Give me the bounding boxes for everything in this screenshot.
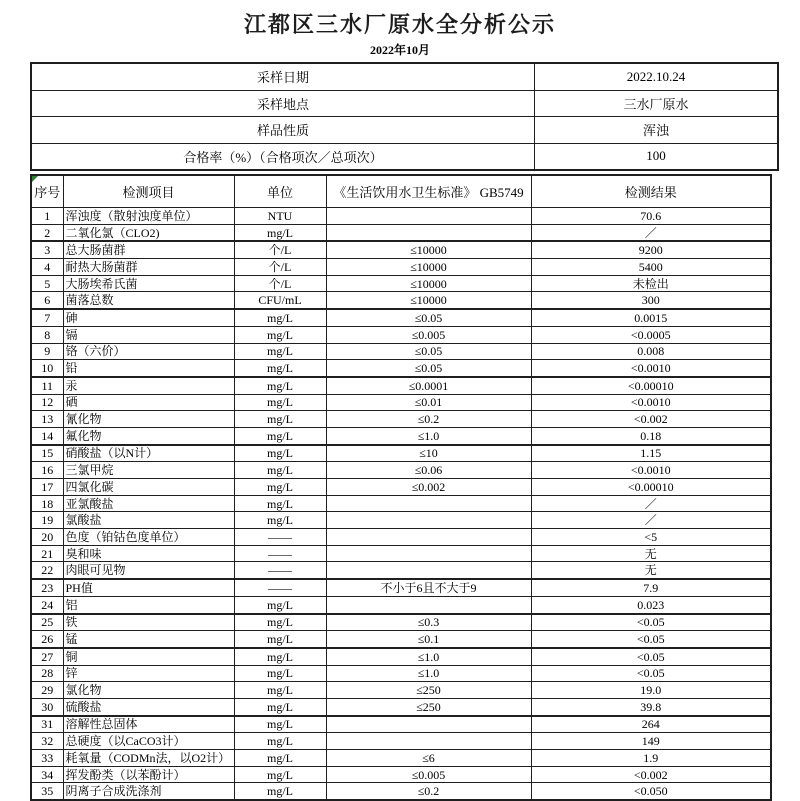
cell-result: <0.0010	[531, 394, 771, 411]
cell-row-number: 2	[31, 224, 63, 241]
table-row	[31, 377, 771, 394]
cell-standard-limit: ≤0.05	[326, 343, 531, 360]
cell-unit: mg/L	[234, 783, 326, 800]
cell-unit: mg/L	[234, 716, 326, 733]
cell-row-number: 19	[31, 512, 63, 529]
table-row	[31, 411, 771, 428]
cell-test-item: 总大肠菌群	[63, 241, 234, 258]
cell-result: <0.0010	[531, 360, 771, 377]
cell-unit: mg/L	[234, 377, 326, 394]
cell-unit: mg/L	[234, 495, 326, 512]
cell-standard-limit: ≤0.005	[326, 326, 531, 343]
cell-unit: mg/L	[234, 733, 326, 750]
cell-unit: mg/L	[234, 648, 326, 665]
column-header	[326, 175, 531, 208]
cell-standard-limit	[326, 545, 531, 562]
cell-result: <0.05	[531, 665, 771, 682]
document-page	[0, 8, 800, 799]
cell-standard-limit: ≤10	[326, 445, 531, 462]
cell-standard-limit: ≤0.06	[326, 462, 531, 479]
cell-unit: NTU	[234, 208, 326, 225]
cell-unit: mg/L	[234, 631, 326, 648]
cell-standard-limit: ≤250	[326, 682, 531, 699]
table-row	[31, 292, 771, 309]
cell-row-number: 7	[31, 309, 63, 326]
cell-row-number: 25	[31, 614, 63, 631]
cell-test-item: 臭和味	[63, 545, 234, 562]
cell-unit: ——	[234, 562, 326, 579]
column-header	[234, 175, 326, 208]
cell-test-item: 大肠埃希氏菌	[63, 275, 234, 292]
cell-row-number: 26	[31, 631, 63, 648]
cell-test-item: 菌落总数	[63, 292, 234, 309]
cell-standard-limit: ≤10000	[326, 241, 531, 258]
table-row	[31, 783, 771, 800]
cell-result: 19.0	[531, 682, 771, 699]
cell-test-item: 铁	[63, 614, 234, 631]
cell-test-item: 锌	[63, 665, 234, 682]
column-header	[531, 175, 771, 208]
info-row	[31, 117, 778, 144]
cell-standard-limit: ≤0.0001	[326, 377, 531, 394]
info-row-value: 浑浊	[535, 117, 779, 144]
cell-test-item: 三氯甲烷	[63, 462, 234, 479]
cell-standard-limit	[326, 529, 531, 546]
cell-result: ／	[531, 224, 771, 241]
sample-info-table	[30, 62, 779, 171]
cell-row-number: 33	[31, 750, 63, 767]
info-row	[31, 90, 778, 117]
table-row	[31, 208, 771, 225]
cell-row-number: 29	[31, 682, 63, 699]
table-row	[31, 394, 771, 411]
cell-result: 300	[531, 292, 771, 309]
cell-test-item: 汞	[63, 377, 234, 394]
cell-row-number: 35	[31, 783, 63, 800]
cell-standard-limit: ≤0.01	[326, 394, 531, 411]
table-row	[31, 479, 771, 496]
table-row	[31, 614, 771, 631]
cell-row-number: 1	[31, 208, 63, 225]
cell-row-number: 27	[31, 648, 63, 665]
cell-unit: 个/L	[234, 259, 326, 276]
cell-test-item: 挥发酚类（以苯酚计）	[63, 766, 234, 783]
info-row-value: 三水厂原水	[535, 90, 779, 117]
cell-row-number: 5	[31, 275, 63, 292]
cell-test-item: 亚氯酸盐	[63, 495, 234, 512]
table-row	[31, 698, 771, 715]
cell-unit: 个/L	[234, 241, 326, 258]
excel-error-flag-icon	[32, 176, 38, 182]
table-row	[31, 326, 771, 343]
cell-standard-limit: ≤250	[326, 698, 531, 715]
cell-test-item: 四氯化碳	[63, 479, 234, 496]
cell-standard-limit	[326, 495, 531, 512]
cell-standard-limit: ≤0.05	[326, 309, 531, 326]
table-row	[31, 224, 771, 241]
info-row	[31, 63, 778, 90]
cell-result: 无	[531, 562, 771, 579]
table-row	[31, 495, 771, 512]
table-row	[31, 631, 771, 648]
cell-standard-limit	[326, 512, 531, 529]
cell-result: 264	[531, 716, 771, 733]
cell-result: 未检出	[531, 275, 771, 292]
report-month: 2022年10月	[369, 43, 430, 57]
column-header-label: 《生活饮用水卫生标准》 GB5749	[333, 185, 524, 200]
cell-standard-limit: ≤10000	[326, 259, 531, 276]
cell-test-item: 阴离子合成洗涤剂	[63, 783, 234, 800]
cell-unit: mg/L	[234, 445, 326, 462]
table-row	[31, 562, 771, 579]
cell-test-item: 硝酸盐（以N计）	[63, 445, 234, 462]
table-row	[31, 275, 771, 292]
results-header-row	[31, 175, 771, 208]
cell-test-item: 铝	[63, 596, 234, 613]
cell-unit: 个/L	[234, 275, 326, 292]
info-row-label: 采样日期	[31, 63, 535, 90]
cell-test-item: 镉	[63, 326, 234, 343]
cell-result: ／	[531, 495, 771, 512]
cell-standard-limit	[326, 596, 531, 613]
column-header	[63, 175, 234, 208]
column-header-label: 序号	[34, 185, 61, 200]
cell-row-number: 13	[31, 411, 63, 428]
cell-unit: mg/L	[234, 766, 326, 783]
table-row	[31, 462, 771, 479]
cell-unit: mg/L	[234, 427, 326, 444]
info-row	[31, 143, 778, 170]
table-row	[31, 309, 771, 326]
cell-result: 5400	[531, 259, 771, 276]
info-row-label: 采样地点	[31, 90, 535, 117]
column-header-label: 检测结果	[624, 185, 677, 200]
cell-row-number: 22	[31, 562, 63, 579]
cell-standard-limit: ≤0.05	[326, 360, 531, 377]
table-row	[31, 360, 771, 377]
cell-result: 0.023	[531, 596, 771, 613]
cell-test-item: 溶解性总固体	[63, 716, 234, 733]
results-table	[30, 174, 772, 801]
table-row	[31, 343, 771, 360]
cell-test-item: 铅	[63, 360, 234, 377]
cell-unit: mg/L	[234, 614, 326, 631]
cell-result: 70.6	[531, 208, 771, 225]
info-row-label: 样品性质	[31, 117, 535, 144]
cell-standard-limit: ≤0.002	[326, 479, 531, 496]
cell-unit: mg/L	[234, 698, 326, 715]
table-row	[31, 241, 771, 258]
cell-result: <0.00010	[531, 377, 771, 394]
cell-unit: mg/L	[234, 596, 326, 613]
cell-unit: mg/L	[234, 343, 326, 360]
cell-standard-limit: 不小于6且不大于9	[326, 579, 531, 596]
cell-standard-limit: ≤0.2	[326, 783, 531, 800]
cell-result: 0.0015	[531, 309, 771, 326]
page-title: 江都区三水厂原水全分析公示	[243, 12, 556, 37]
table-row	[31, 682, 771, 699]
cell-test-item: 耐热大肠菌群	[63, 259, 234, 276]
cell-standard-limit: ≤1.0	[326, 665, 531, 682]
table-row	[31, 665, 771, 682]
cell-standard-limit: ≤1.0	[326, 427, 531, 444]
cell-result: 149	[531, 733, 771, 750]
cell-test-item: PH值	[63, 579, 234, 596]
cell-unit: mg/L	[234, 224, 326, 241]
table-row	[31, 750, 771, 767]
cell-row-number: 30	[31, 698, 63, 715]
cell-test-item: 锰	[63, 631, 234, 648]
cell-result: ／	[531, 512, 771, 529]
cell-standard-limit	[326, 562, 531, 579]
info-row-label: 合格率（%）（合格项次／总项次）	[31, 143, 535, 170]
cell-test-item: 色度（铂钴色度单位）	[63, 529, 234, 546]
cell-test-item: 硒	[63, 394, 234, 411]
cell-standard-limit	[326, 224, 531, 241]
cell-unit: ——	[234, 529, 326, 546]
cell-row-number: 15	[31, 445, 63, 462]
cell-standard-limit: ≤6	[326, 750, 531, 767]
cell-unit: mg/L	[234, 360, 326, 377]
cell-unit: ——	[234, 545, 326, 562]
table-row	[31, 529, 771, 546]
table-row	[31, 733, 771, 750]
cell-row-number: 3	[31, 241, 63, 258]
table-row	[31, 648, 771, 665]
cell-row-number: 10	[31, 360, 63, 377]
cell-unit: mg/L	[234, 411, 326, 428]
table-row	[31, 545, 771, 562]
table-row	[31, 427, 771, 444]
cell-result: <0.0005	[531, 326, 771, 343]
cell-unit: ——	[234, 579, 326, 596]
cell-unit: mg/L	[234, 394, 326, 411]
cell-test-item: 氯酸盐	[63, 512, 234, 529]
cell-test-item: 砷	[63, 309, 234, 326]
cell-unit: mg/L	[234, 512, 326, 529]
cell-result: 39.8	[531, 698, 771, 715]
info-row-value: 100	[535, 143, 779, 170]
cell-row-number: 17	[31, 479, 63, 496]
cell-row-number: 14	[31, 427, 63, 444]
table-row	[31, 766, 771, 783]
table-row	[31, 596, 771, 613]
cell-test-item: 铜	[63, 648, 234, 665]
cell-test-item: 肉眼可见物	[63, 562, 234, 579]
cell-standard-limit	[326, 208, 531, 225]
cell-standard-limit: ≤0.2	[326, 411, 531, 428]
cell-standard-limit	[326, 733, 531, 750]
cell-unit: mg/L	[234, 665, 326, 682]
cell-row-number: 20	[31, 529, 63, 546]
cell-result: <0.002	[531, 411, 771, 428]
cell-result: <0.00010	[531, 479, 771, 496]
cell-result: <0.0010	[531, 462, 771, 479]
cell-row-number: 11	[31, 377, 63, 394]
cell-unit: mg/L	[234, 326, 326, 343]
cell-row-number: 32	[31, 733, 63, 750]
cell-standard-limit: ≤10000	[326, 275, 531, 292]
cell-result: <0.05	[531, 631, 771, 648]
cell-row-number: 18	[31, 495, 63, 512]
cell-result: 1.15	[531, 445, 771, 462]
cell-row-number: 21	[31, 545, 63, 562]
cell-result: <0.05	[531, 614, 771, 631]
cell-unit: mg/L	[234, 309, 326, 326]
cell-standard-limit	[326, 716, 531, 733]
table-row	[31, 445, 771, 462]
column-header-label: 检测项目	[122, 185, 175, 200]
cell-row-number: 24	[31, 596, 63, 613]
table-row	[31, 259, 771, 276]
info-row-value: 2022.10.24	[535, 63, 779, 90]
cell-row-number: 23	[31, 579, 63, 596]
column-header	[31, 175, 63, 208]
cell-test-item: 氟化物	[63, 427, 234, 444]
cell-row-number: 6	[31, 292, 63, 309]
cell-standard-limit: ≤0.1	[326, 631, 531, 648]
cell-test-item: 耗氧量（CODMn法，以O2计）	[63, 750, 234, 767]
table-row	[31, 512, 771, 529]
cell-unit: CFU/mL	[234, 292, 326, 309]
cell-test-item: 氰化物	[63, 411, 234, 428]
cell-unit: mg/L	[234, 750, 326, 767]
cell-row-number: 34	[31, 766, 63, 783]
cell-result: 0.18	[531, 427, 771, 444]
cell-result: 9200	[531, 241, 771, 258]
cell-row-number: 8	[31, 326, 63, 343]
cell-test-item: 硫酸盐	[63, 698, 234, 715]
cell-result: <0.05	[531, 648, 771, 665]
column-header-label: 单位	[266, 185, 293, 200]
cell-row-number: 31	[31, 716, 63, 733]
cell-test-item: 二氧化氯（CLO2)	[63, 224, 234, 241]
cell-result: <0.002	[531, 766, 771, 783]
cell-result: 无	[531, 545, 771, 562]
table-row	[31, 579, 771, 596]
cell-test-item: 铬（六价）	[63, 343, 234, 360]
cell-row-number: 4	[31, 259, 63, 276]
cell-result: 1.9	[531, 750, 771, 767]
cell-standard-limit: ≤10000	[326, 292, 531, 309]
cell-row-number: 28	[31, 665, 63, 682]
cell-result: <0.050	[531, 783, 771, 800]
cell-row-number: 9	[31, 343, 63, 360]
cell-row-number: 12	[31, 394, 63, 411]
cell-standard-limit: ≤1.0	[326, 648, 531, 665]
cell-result: 0.008	[531, 343, 771, 360]
cell-standard-limit: ≤0.3	[326, 614, 531, 631]
cell-result: <5	[531, 529, 771, 546]
cell-test-item: 总硬度（以CaCO3计）	[63, 733, 234, 750]
cell-test-item: 浑浊度（散射浊度单位）	[63, 208, 234, 225]
cell-unit: mg/L	[234, 682, 326, 699]
cell-standard-limit: ≤0.005	[326, 766, 531, 783]
cell-row-number: 16	[31, 462, 63, 479]
cell-test-item: 氯化物	[63, 682, 234, 699]
cell-result: 7.9	[531, 579, 771, 596]
cell-unit: mg/L	[234, 479, 326, 496]
cell-unit: mg/L	[234, 462, 326, 479]
table-row	[31, 716, 771, 733]
